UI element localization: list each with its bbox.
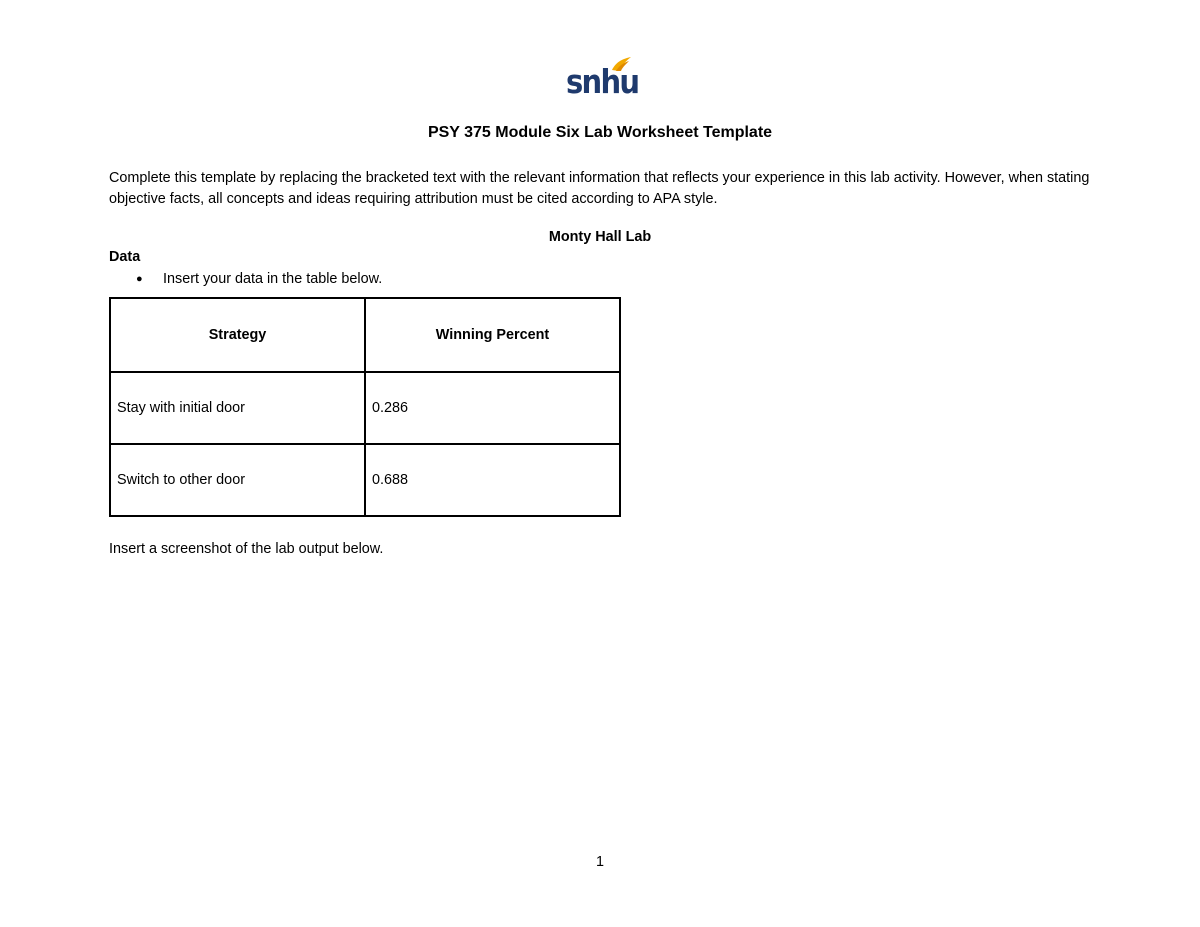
table-row	[110, 444, 620, 516]
table-header-row	[110, 298, 620, 372]
table-cell: 0.286	[365, 372, 620, 444]
table-cell: Switch to other door	[110, 444, 365, 516]
screenshot-instruction: Insert a screenshot of the lab output below.	[109, 541, 384, 557]
logo-text: snhu	[566, 62, 639, 101]
page-number: 1	[595, 854, 604, 870]
lab-subtitle: Monty Hall Lab	[548, 229, 652, 245]
snhu-logo	[566, 56, 639, 104]
document-title: PSY 375 Module Six Lab Worksheet Template	[427, 124, 773, 141]
table-cell: 0.688	[365, 444, 620, 516]
data-table	[109, 297, 621, 517]
bullet-item	[136, 271, 382, 287]
section-heading-data: Data	[109, 249, 141, 265]
bullet-icon: ●	[136, 273, 143, 285]
intro-paragraph: Complete this template by replacing the bracketed text with the relevant information that reflects your experience in this lab activity. However, when stating objective facts, all concepts and ideas requiring attribution must be cited according to APA style.	[109, 170, 1090, 207]
table-header-cell: Winning Percent	[365, 298, 620, 372]
table-row	[110, 372, 620, 444]
bullet-text: Insert your data in the table below.	[163, 271, 383, 287]
table-cell: Stay with initial door	[110, 372, 365, 444]
table-header-cell: Strategy	[110, 298, 365, 372]
